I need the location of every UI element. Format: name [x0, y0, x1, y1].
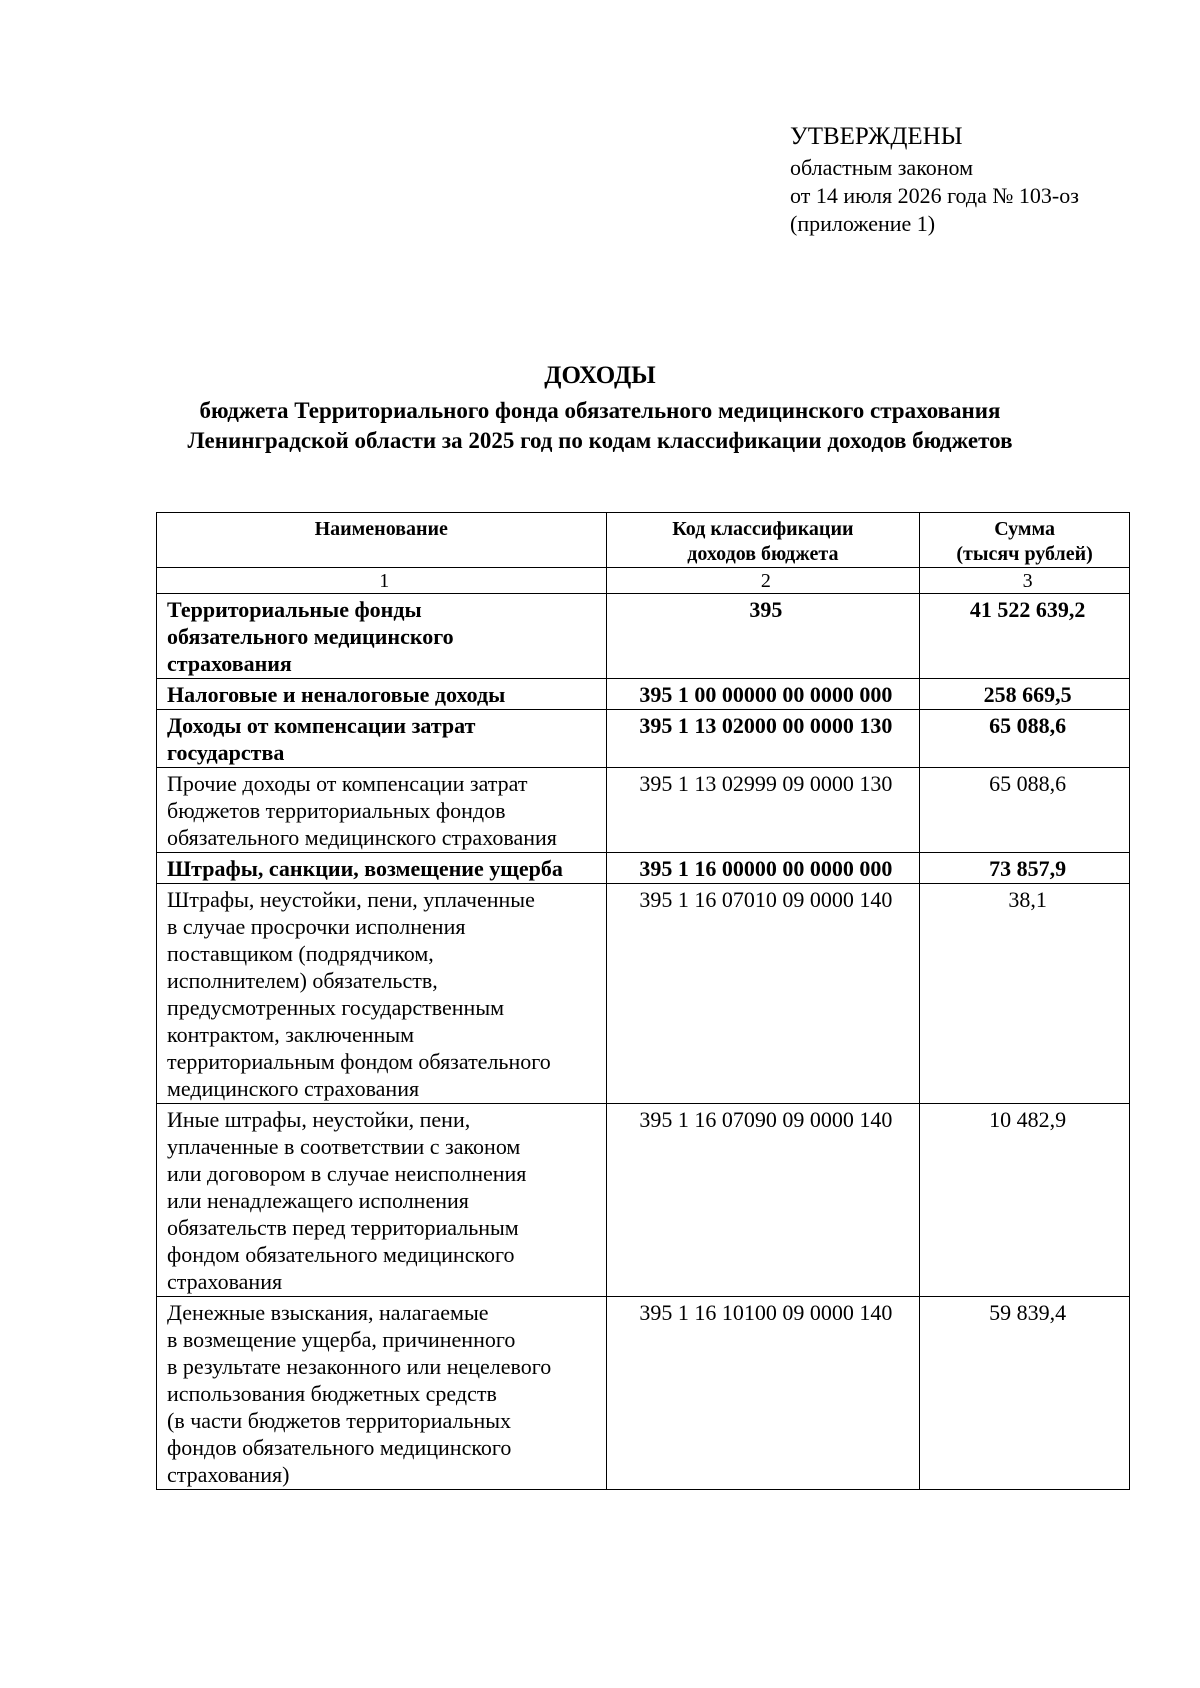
row-name-line: уплаченные в соответствии с законом	[167, 1134, 521, 1159]
row-name-line: фондом обязательного медицинского	[167, 1242, 515, 1267]
column-number: 2	[606, 568, 920, 594]
row-name-line: контрактом, заключенным	[167, 1022, 415, 1047]
row-code: 395 1 00 00000 00 0000 000	[606, 679, 920, 710]
row-name-line: предусмотренных государственным	[167, 995, 505, 1020]
document-title: ДОХОДЫ	[544, 362, 656, 389]
row-name-line: или договором в случае неисполнения	[167, 1161, 527, 1186]
row-name-line: в случае просрочки исполнения	[167, 914, 466, 939]
row-name	[157, 768, 607, 853]
row-name-line: обязательств перед территориальным	[167, 1215, 519, 1240]
row-code: 395 1 16 10100 09 0000 140	[606, 1297, 920, 1490]
row-name	[157, 1297, 607, 1490]
row-name-line: территориальным фондом обязательного	[167, 1049, 551, 1074]
row-name-line: Штрафы, санкции, возмещение ущерба	[167, 856, 563, 881]
document-subtitle: Ленинградской области за 2025 год по кодам классификации доходов бюджетов	[187, 428, 1013, 453]
row-sum: 41 522 639,2	[920, 594, 1130, 679]
document-subtitle: бюджета Территориального фонда обязательного медицинского страхования	[199, 398, 1001, 423]
table-row	[157, 710, 1130, 768]
row-name	[157, 594, 607, 679]
header-code-label: доходов бюджета	[687, 543, 839, 565]
row-code: 395 1 13 02000 00 0000 130	[606, 710, 920, 768]
row-name-line: Денежные взыскания, налагаемые	[167, 1300, 489, 1325]
header-sum-label: Сумма	[994, 518, 1056, 540]
column-number: 3	[920, 568, 1130, 594]
table-row	[157, 768, 1130, 853]
header-sum	[920, 513, 1130, 568]
row-name-line: страхования	[167, 651, 292, 676]
row-name	[157, 884, 607, 1104]
approval-stamp	[790, 120, 1079, 238]
row-name	[157, 1104, 607, 1297]
row-name-line: страхования)	[167, 1462, 290, 1487]
row-name-line: Территориальные фонды	[167, 597, 422, 622]
row-code: 395 1 13 02999 09 0000 130	[606, 768, 920, 853]
row-name-line: фондов обязательного медицинского	[167, 1435, 512, 1460]
row-name-line: Штрафы, неустойки, пени, уплаченные	[167, 887, 535, 912]
header-sum-label: (тысяч рублей)	[956, 543, 1093, 565]
document-heading	[0, 356, 1200, 456]
row-code: 395	[606, 594, 920, 679]
row-name-line: поставщиком (подрядчиком,	[167, 941, 434, 966]
income-table	[156, 512, 1130, 1490]
row-name	[157, 679, 607, 710]
row-name	[157, 710, 607, 768]
row-name-line: бюджетов территориальных фондов	[167, 798, 506, 823]
row-name	[157, 853, 607, 884]
approval-title: УТВЕРЖДЕНЫ	[790, 123, 963, 150]
approval-line: областным законом	[790, 155, 974, 180]
table-row	[157, 594, 1130, 679]
row-code: 395 1 16 07010 09 0000 140	[606, 884, 920, 1104]
table-row	[157, 1104, 1130, 1297]
approval-line: (приложение 1)	[790, 211, 936, 236]
table-row	[157, 884, 1130, 1104]
row-code: 395 1 16 00000 00 0000 000	[606, 853, 920, 884]
row-name-line: в возмещение ущерба, причиненного	[167, 1327, 516, 1352]
row-name-line: государства	[167, 740, 285, 765]
row-name-line: страхования	[167, 1269, 283, 1294]
row-sum: 59 839,4	[920, 1297, 1130, 1490]
header-name-label: Наименование	[314, 518, 448, 540]
row-name-line: Налоговые и неналоговые доходы	[167, 682, 506, 707]
row-name-line: Доходы от компенсации затрат	[167, 713, 476, 738]
row-name-line: использования бюджетных средств	[167, 1381, 497, 1406]
table-row	[157, 1297, 1130, 1490]
row-sum: 10 482,9	[920, 1104, 1130, 1297]
column-number-row	[157, 568, 1130, 594]
row-name-line: исполнителем) обязательств,	[167, 968, 438, 993]
row-code: 395 1 16 07090 09 0000 140	[606, 1104, 920, 1297]
row-name-line: или ненадлежащего исполнения	[167, 1188, 469, 1213]
approval-line: от 14 июля 2026 года № 103-оз	[790, 183, 1079, 208]
row-sum: 65 088,6	[920, 710, 1130, 768]
row-name-line: в результате незаконного или нецелевого	[167, 1354, 552, 1379]
row-name-line: Прочие доходы от компенсации затрат	[167, 771, 528, 796]
row-name-line: обязательного медицинского страхования	[167, 825, 557, 850]
row-sum: 65 088,6	[920, 768, 1130, 853]
table-row	[157, 679, 1130, 710]
header-code	[606, 513, 920, 568]
header-name	[157, 513, 607, 568]
row-sum: 38,1	[920, 884, 1130, 1104]
row-name-line: медицинского страхования	[167, 1076, 420, 1101]
table-header-row	[157, 513, 1130, 568]
row-name-line: обязательного медицинского	[167, 624, 454, 649]
header-code-label: Код классификации	[672, 518, 854, 540]
table-row	[157, 853, 1130, 884]
row-name-line: (в части бюджетов территориальных	[167, 1408, 512, 1433]
row-name-line: Иные штрафы, неустойки, пени,	[167, 1107, 471, 1132]
column-number: 1	[157, 568, 607, 594]
row-sum: 73 857,9	[920, 853, 1130, 884]
row-sum: 258 669,5	[920, 679, 1130, 710]
